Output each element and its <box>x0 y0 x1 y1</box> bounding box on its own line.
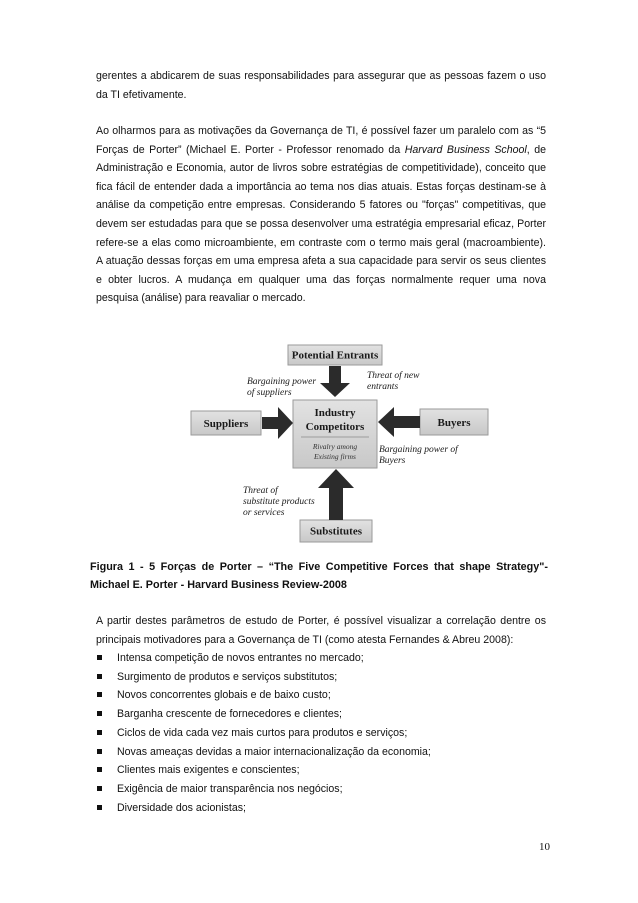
suppliers-label: Suppliers <box>203 418 249 430</box>
motivators-list <box>96 649 546 817</box>
list-item-text: Novos concorrentes globais e de baixo custo; <box>117 689 331 702</box>
list-item <box>96 649 546 668</box>
note-entrants-line1: Threat of new <box>367 371 420 381</box>
paragraph-porter-part-a: Ao olharmos para as motivações da Governança de TI, é possível fazer um paralelo com as “5 Forças de Porter” (Michael E. Porter - Professor renomado da <box>96 125 546 156</box>
bullet-square-icon <box>97 711 102 716</box>
paragraph-porter-part-b: , de Administração e Economia, autor de livros sobre estratégias de competitividade), conceito que fica fácil de entender dada a importância ao tema nos dias atuais. Estas forças destinam-se à análise da competição entre empresas. Considerando 5 fatores ou "forças" competitivas, que devem ser estudadas para que se possa desenvolver uma estratégia empresarial eficaz, Porter refere-se a elas como microambiente, em contraste com o termo mais geral (macroambiente). A atuação dessas forças em uma empresa afeta a sua capacidade para servir os seus clientes e obter lucros. A mudança em qualquer uma das forças normalmente requer uma nova pesquisa (análise) para reavaliar o mercado. <box>96 143 546 305</box>
list-item <box>96 705 546 724</box>
paragraph-porter-italic: Harvard Business School <box>404 143 527 156</box>
arrow-head-buyers <box>378 407 394 437</box>
note-substitutes-line1: Threat of <box>243 486 278 496</box>
bullet-square-icon <box>97 767 102 772</box>
note-substitutes-line2: substitute products <box>243 497 315 507</box>
rivalry-note-line2: Existing firms <box>314 452 356 461</box>
bullet-square-icon <box>97 805 102 810</box>
list-item-text: Novas ameaças devidas a maior internacionalização da economia; <box>117 745 431 758</box>
bullet-square-icon <box>97 655 102 660</box>
list-item-text: Exigência de maior transparência nos negócios; <box>117 782 343 795</box>
bullet-square-icon <box>97 730 102 735</box>
note-buyers-line2: Buyers <box>379 456 406 466</box>
list-item-text: Clientes mais exigentes e conscientes; <box>117 764 300 777</box>
rivalry-note-line1: Rivalry among <box>312 442 358 451</box>
potential-entrants-label: Potential Entrants <box>291 349 379 362</box>
list-item-text: Intensa competição de novos entrantes no mercado; <box>117 652 364 664</box>
note-suppliers-line1: Bargaining power <box>247 377 317 387</box>
arrow-shaft-buyers <box>394 416 420 428</box>
list-item <box>96 686 546 705</box>
arrow-head-substitutes <box>318 469 354 488</box>
note-substitutes-line3: or services <box>243 508 285 518</box>
note-entrants-line2: entrants <box>367 382 399 392</box>
bullet-square-icon <box>97 749 102 754</box>
industry-label: Industry <box>314 407 356 419</box>
buyers-label: Buyers <box>437 417 471 429</box>
list-item-text: Barganha crescente de fornecedores e clientes; <box>117 708 342 721</box>
list-item-text: Ciclos de vida cada vez mais curtos para produtos e serviços; <box>117 726 408 739</box>
paragraph-motivators: A partir destes parâmetros de estudo de Porter, é possível visualizar a correlação dentre os principais motivadores para a Governança de TI (como atesta Fernandes & Abreu 2008): <box>96 615 546 646</box>
arrow-head-suppliers <box>278 407 293 439</box>
bullet-square-icon <box>97 786 102 791</box>
list-item <box>96 780 546 799</box>
arrow-shaft-entrants <box>329 366 341 383</box>
list-item <box>96 668 546 687</box>
bullet-square-icon <box>97 692 102 697</box>
arrow-shaft-substitutes <box>329 488 343 520</box>
list-item <box>96 724 546 743</box>
arrow-head-entrants <box>320 383 350 397</box>
bullet-square-icon <box>97 674 102 679</box>
note-buyers-line1: Bargaining power of <box>379 445 458 455</box>
page-number: 10 <box>539 841 550 853</box>
substitutes-label: Substitutes <box>310 525 362 538</box>
list-item <box>96 743 546 762</box>
list-item <box>96 799 546 818</box>
list-item-text: Diversidade dos acionistas; <box>117 801 246 814</box>
figure-caption: Figura 1 - 5 Forças de Porter – “The Five Competitive Forces that shape Strategy"- Michael E. Porter - Harvard Business Review-2008 <box>90 561 548 591</box>
list-item <box>96 761 546 780</box>
competitors-label: Competitors <box>305 421 365 433</box>
list-item-text: Surgimento de produtos e serviços substitutos; <box>117 670 338 683</box>
paragraph-intro-continuation: gerentes a abdicarem de suas responsabilidades para assegurar que as pessoas fazem o uso da TI efetivamente. <box>96 70 546 101</box>
arrow-shaft-suppliers <box>262 417 278 429</box>
note-suppliers-line2: of suppliers <box>247 388 292 398</box>
